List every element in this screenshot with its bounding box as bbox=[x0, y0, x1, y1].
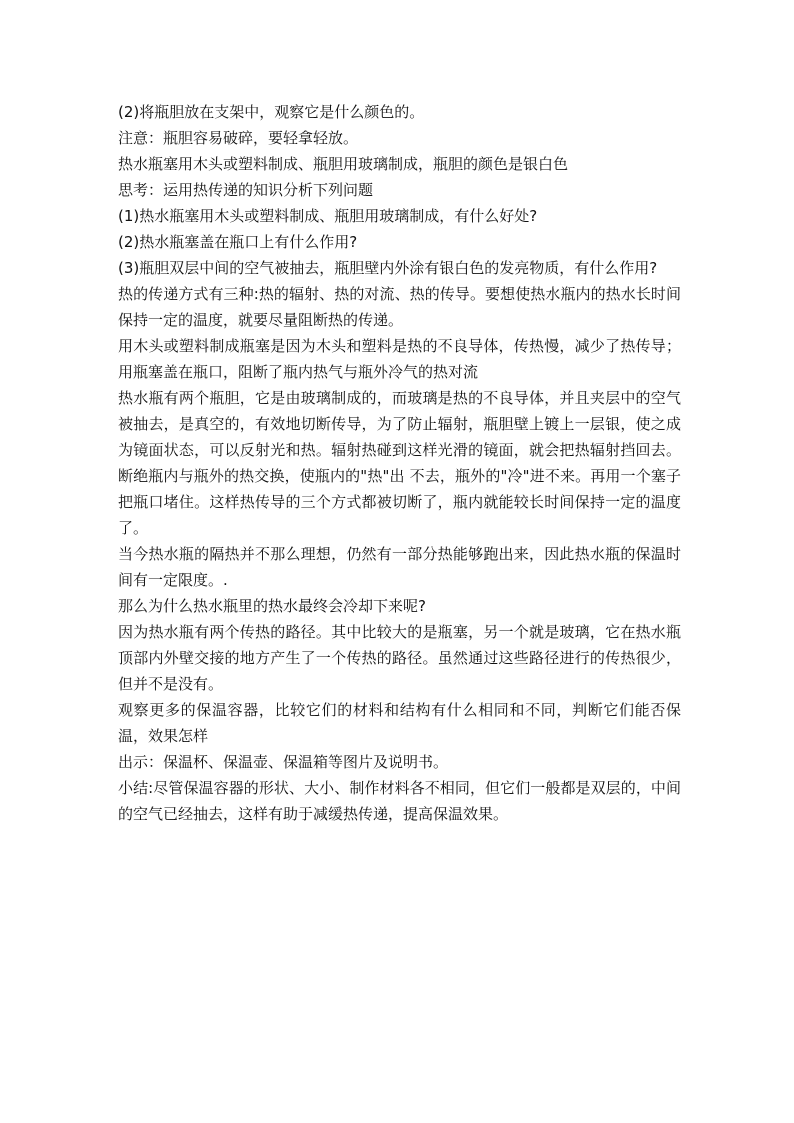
paragraph: 热水瓶塞用木头或塑料制成、瓶胆用玻璃制成，瓶胆的颜色是银白色 bbox=[118, 155, 569, 173]
paragraph: 热水瓶有两个瓶胆，它是由玻璃制成的，而玻璃是热的不良导体，并且夹层中的空气被抽去，是真空的，有效地切断传导，为了防止辐射，瓶胆壁上镀上一层银，使之成为镜面状态，可以反射光和热。辐射热碰到这样光滑的镜面，就会把热辐射挡回去。断绝瓶内与瓶外的热交换，使瓶内的"热"出 不去，瓶外的"冷"进不来。再用一个塞子把瓶口堵住。这样热传导的三个方式都被切断了，瓶内就能较长时间保持一定的温度了。 bbox=[118, 389, 681, 537]
paragraph: 用木头或塑料制成瓶塞是因为木头和塑料是热的不良导体，传热慢，减少了热传导；用瓶塞盖在瓶口，阻断了瓶内热气与瓶外冷气的热对流 bbox=[118, 337, 681, 381]
paragraph: 热的传递方式有三种:热的辐射、热的对流、热的传导。要想使热水瓶内的热水长时间保持一定的温度，就要尽量阻断热的传递。 bbox=[118, 285, 681, 329]
paragraph: 小结:尽管保温容器的形状、大小、制作材料各不相同，但它们一般都是双层的，中间的空气已经抽去，这样有助于减缓热传递，提高保温效果。 bbox=[118, 779, 681, 823]
paragraph: (2)将瓶胆放在支架中，观察它是什么颜色的。 bbox=[118, 103, 425, 121]
document-body bbox=[118, 99, 681, 827]
paragraph: (1)热水瓶塞用木头或塑料制成、瓶胆用玻璃制成，有什么好处? bbox=[118, 207, 538, 225]
paragraph: 注意：瓶胆容易破碎，要轻拿轻放。 bbox=[118, 129, 359, 147]
paragraph: (2)热水瓶塞盖在瓶口上有什么作用? bbox=[118, 233, 358, 251]
paragraph: 那么为什么热水瓶里的热水最终会冷却下来呢? bbox=[118, 597, 426, 615]
paragraph: 观察更多的保温容器，比较它们的材料和结构有什么相同和不同，判断它们能否保温，效果怎样 bbox=[118, 701, 681, 745]
paragraph: 思考：运用热传递的知识分析下列问题 bbox=[118, 181, 374, 199]
paragraph: (3)瓶胆双层中间的空气被抽去，瓶胆壁内外涂有银白色的发亮物质，有什么作用? bbox=[118, 259, 658, 277]
paragraph: 出示：保温杯、保温壶、保温箱等图片及说明书。 bbox=[118, 753, 449, 771]
paragraph: 因为热水瓶有两个传热的路径。其中比较大的是瓶塞，另一个就是玻璃，它在热水瓶顶部内外壁交接的地方产生了一个传热的路径。虽然通过这些路径进行的传热很少，但并不是没有。 bbox=[118, 623, 681, 693]
paragraph: 当今热水瓶的隔热并不那么理想，仍然有一部分热能够跑出来，因此热水瓶的保温时间有一定限度。. bbox=[118, 545, 681, 589]
